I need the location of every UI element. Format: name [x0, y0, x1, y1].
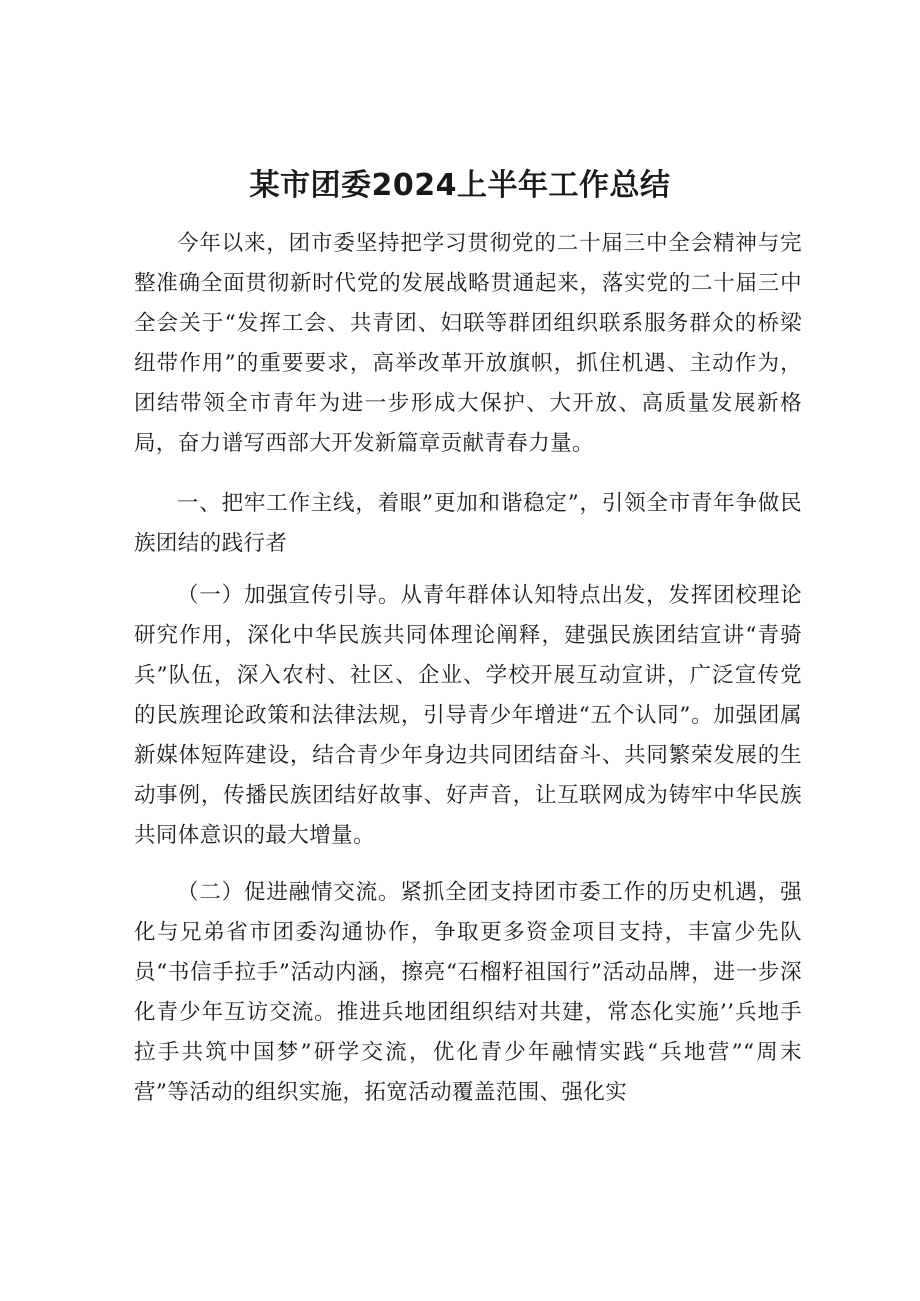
document-title: 某市团委2024上半年工作总结 — [249, 168, 671, 203]
item-paragraph-2: （二）促进融情交流。紧抓全团支持团市委工作的历史机遇，强化与兄弟省市团委沟通协作，争取更多资金项目支持，丰富少先队员“书信手拉手”活动内涵，擦亮“石榴籽祖国行”活动品牌，进一步深化青少年互访交流。推进兵地团组织结对共建，常态化实施’’兵地手拉手共筑中国梦”研学交流，优化青少年融情实践“兵地营”“周末营”等活动的组织实施，拓宽活动覆盖范围、强化实 — [134, 880, 802, 1105]
intro-paragraph: 今年以来，团市委坚持把学习贯彻党的二十届三中全会精神与完整准确全面贯彻新时代党的发展战略贯通起来，落实党的二十届三中全会关于“发挥工会、共青团、妇联等群团组织联系服务群众的桥梁纽带作用”的重要要求，高举改革开放旗帜，抓住机遇、主动作为，团结带领全市青年为进一步形成大保护、大开放、高质量发展新格局，奋力谱写西部大开发新篇章贡献青春力量。 — [134, 231, 802, 456]
section-heading-1: 一、把牢工作主线，着眼”更加和谐稳定”，引领全市青年争做民族团结的践行者 — [134, 491, 802, 556]
item-paragraph-1: （一）加强宣传引导。从青年群体认知特点出发，发挥团校理论研究作用，深化中华民族共同体理论阐释，建强民族团结宣讲“青骑兵”队伍，深入农村、社区、企业、学校开展互动宣讲，广泛宣传党的民族理论政策和法律法规，引导青少年增进“五个认同”。加强团属新媒体短阵建设，结合青少年身边共同团结奋斗、共同繁荣发展的生动事例，传播民族团结好故事、好声音，让互联网成为铸牢中华民族共同体意识的最大增量。 — [134, 583, 802, 848]
